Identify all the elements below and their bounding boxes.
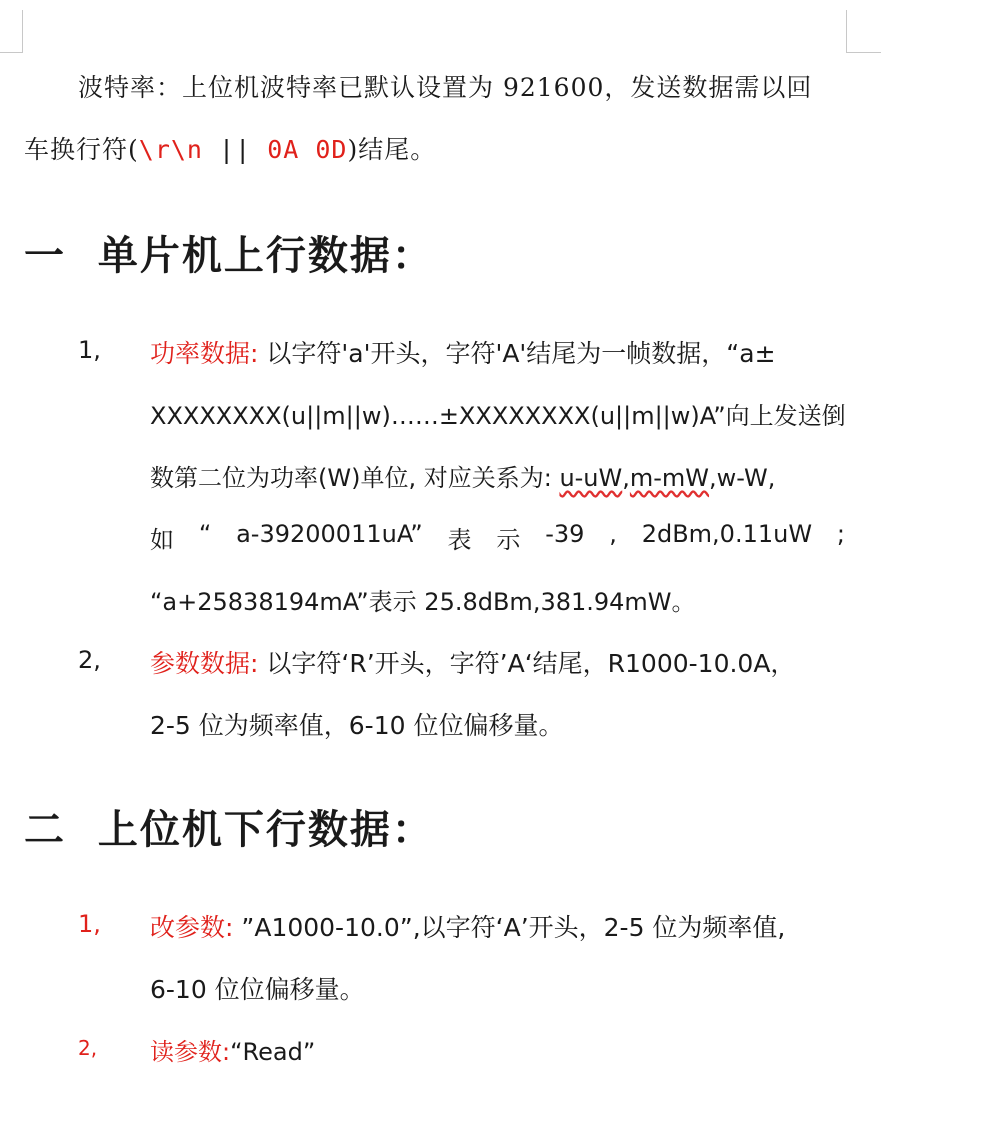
item-text: ,w-W, [709,464,776,492]
token: 示 [496,526,521,554]
intro-line-2-prefix: 车换行符( [24,135,139,164]
item-label: 改参数: [150,913,234,942]
corner-mark-top-right [846,10,881,53]
item-text: ”A1000-10.0”,以字符‘A’开头，2-5 位为频率值, [233,913,786,942]
token: 2dBm,0.11uW [641,520,813,548]
intro-line-2 [24,130,436,166]
section-1-number: 一 [24,233,66,279]
or-separator: || [202,135,268,164]
item-label: 参数数据: [150,649,259,678]
token: ; [836,520,845,548]
item-text: “Read” [230,1038,316,1066]
corner-mark-top-left [0,10,23,53]
list-item-number: 1, [78,336,101,364]
spellcheck-underlined-text: u-uW [559,464,623,492]
list-item-line [150,644,795,680]
list-item-line [150,458,775,493]
section-2-heading [24,798,434,855]
list-item-line [150,908,785,944]
section-1-title: 单片机上行数据： [97,233,434,279]
list-item-line: 6-10 位位偏移量。 [150,975,365,1004]
section-2-number: 二 [24,807,66,853]
intro-line-2-suffix: )结尾。 [347,135,437,164]
list-item-number: 1, [78,910,101,938]
item-text: 数第二位为功率(W)单位, 对应关系为: [150,464,560,492]
token: “ [198,520,212,548]
item-label: 功率数据: [150,339,259,368]
list-item-line [150,334,776,370]
list-item-line: XXXXXXXX(u||m||w)……±XXXXXXXX(u||m||w)A”向上发送倒 [150,402,846,430]
item-text: 以字符'a'开头，字符'A'结尾为一帧数据，“a± [258,339,776,368]
justified-line [150,520,845,555]
item-text: , [622,464,630,492]
token: 表 [447,526,472,554]
section-2-title: 上位机下行数据： [97,807,434,853]
item-label: 读参数: [150,1038,231,1066]
section-1-heading [24,224,434,281]
list-item-line: 2-5 位为频率值，6-10 位位偏移量。 [150,711,564,740]
list-item-line: “a+25838194mA”表示 25.8dBm,381.94mW。 [150,588,696,616]
list-item-number: 2, [78,646,101,674]
token: 如 [150,526,174,554]
token: -39 [545,520,585,548]
token: a-39200011uA” [236,520,423,548]
item-text: 以字符‘R’开头，字符’A‘结尾，R1000-10.0A， [258,649,796,678]
line-ending-code: \r\n [138,135,203,164]
list-item-line [150,1032,315,1067]
intro-line-1: 波特率：上位机波特率已默认设置为 921600，发送数据需以回 [78,73,813,102]
spellcheck-underlined-text: m-mW [629,464,710,492]
hex-code: 0A 0D [267,135,348,164]
list-item-number: 2, [78,1036,98,1060]
token: , [609,520,617,548]
